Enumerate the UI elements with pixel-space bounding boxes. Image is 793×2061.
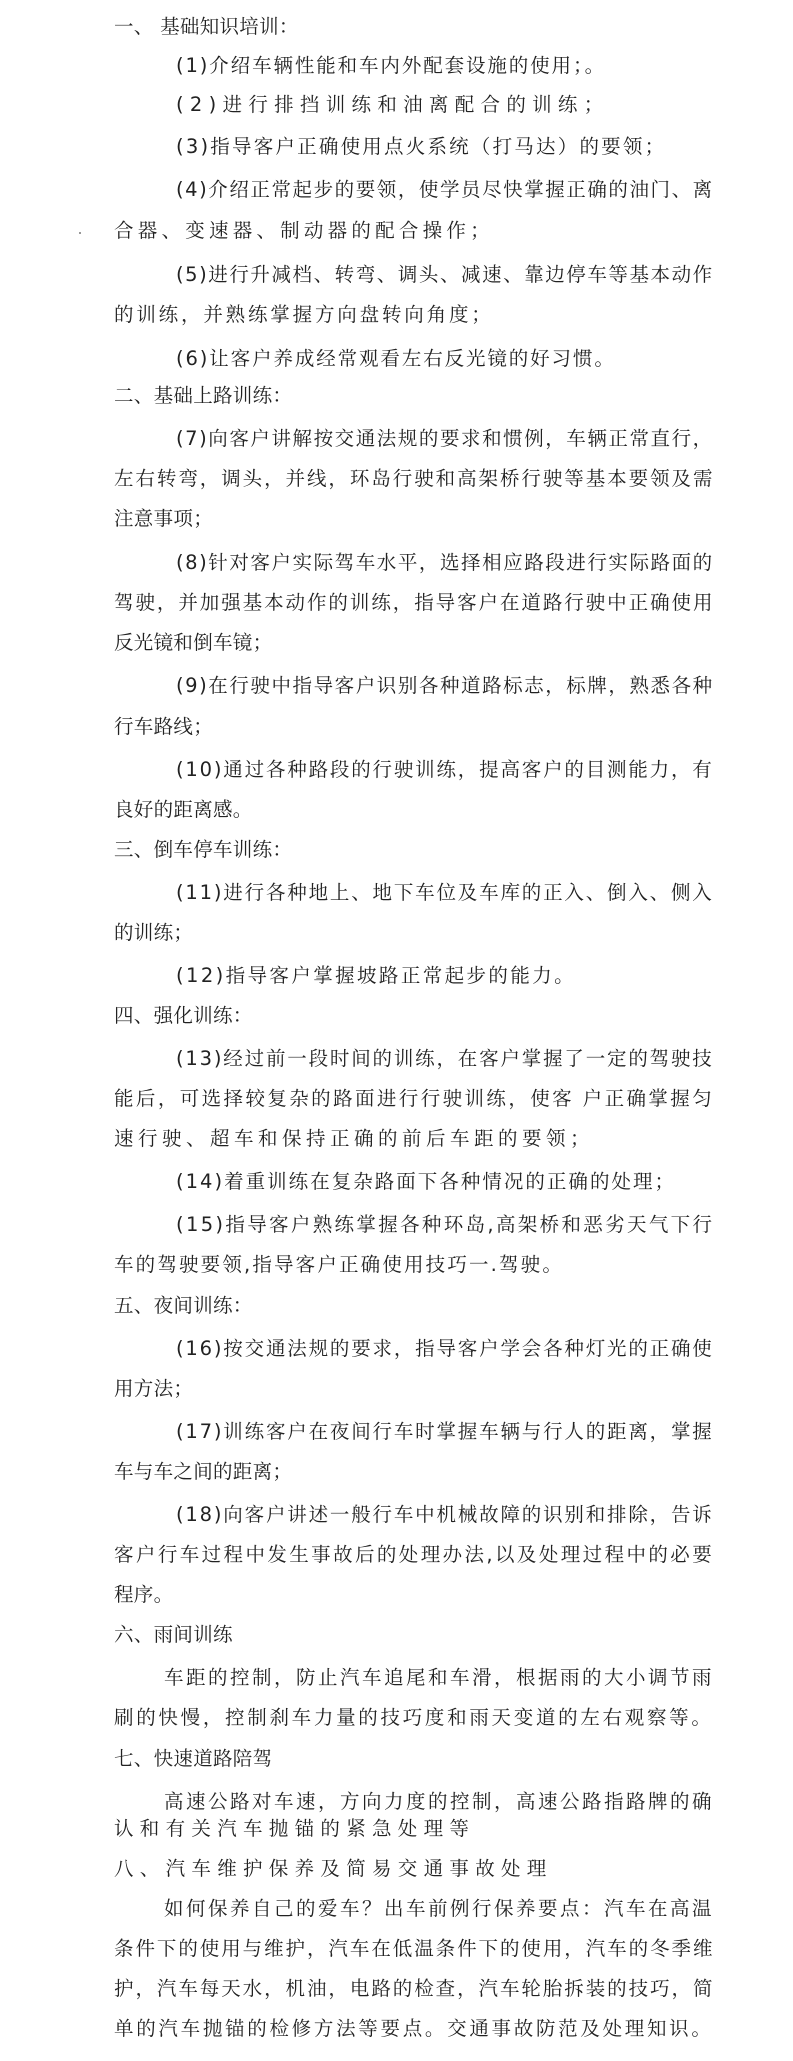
item-11-line-2: 的训练； [114,921,194,944]
item-17-line-1: (17)训练客户在夜间行车时掌握车辆与行人的距离，掌握 [176,1420,714,1443]
item-12: (12)指导客户掌握坡路正常起步的能力。 [176,964,576,987]
item-9-line-1: (9)在行驶中指导客户识别各种道路标志，标牌，熟悉各种 [176,674,714,697]
item-13-line-1: (13)经过前一段时间的训练，在客户掌握了一定的驾驶技 [176,1047,714,1070]
item-17-line-2: 车与车之间的距离； [114,1460,293,1483]
heading-4: 四、强化训练： [114,1004,253,1027]
maintenance-line-3: 护，汽车每天水，机油，电路的检查，汽车轮胎拆装的技巧，简 [114,1977,714,2000]
item-6: (6)让客户养成经常观看左右反光镜的好习惯。 [176,347,616,370]
item-10-line-2: 良好的距离感。 [114,798,253,821]
item-11-line-1: (11)进行各种地上、地下车位及车库的正入、倒入、侧入 [176,881,714,904]
rain-line-2: 刷的快慢，控制刹车力量的技巧度和雨天变道的左右观察等。 [114,1706,714,1729]
heading-5: 五、夜间训练： [114,1294,253,1317]
item-13-line-2: 能后，可选择较复杂的路面进行行驶训练，使客 户正确掌握匀 [114,1087,714,1110]
maintenance-line-1: 如何保养自己的爱车？出车前例行保养要点：汽车在高温 [164,1897,714,1920]
item-5-line-1: (5)进行升减档、转弯、调头、减速、靠边停车等基本动作 [176,263,714,286]
stray-dot [79,232,81,234]
maintenance-line-2: 条件下的使用与维护，汽车在低温条件下的使用，汽车的冬季维 [114,1937,714,1960]
item-8-line-1: (8)针对客户实际驾车水平，选择相应路段进行实际路面的 [176,551,714,574]
item-18-line-3: 程序。 [114,1583,174,1606]
item-14: (14)着重训练在复杂路面下各种情况的正确的处理； [176,1170,676,1193]
item-13-line-3: 速行驶、超车和保持正确的前后车距的要领； [114,1127,594,1150]
heading-2: 二、基础上路训练： [114,384,293,407]
item-16-line-1: (16)按交通法规的要求，指导客户学会各种灯光的正确使 [176,1337,714,1360]
heading-3: 三、倒车停车训练： [114,838,293,861]
item-9-line-2: 行车路线； [114,715,214,738]
item-1: (1)介绍车辆性能和车内外配套设施的使用；。 [176,54,606,77]
rain-line-1: 车距的控制，防止汽车追尾和车滑，根据雨的大小调节雨 [164,1666,714,1689]
heading-7: 七、快速道路陪驾 [114,1747,273,1770]
item-5-line-2: 的训练，并熟练掌握方向盘转向角度； [114,303,494,326]
item-15-line-1: (15)指导客户熟练掌握各种环岛,高架桥和恶劣天气下行 [176,1213,714,1236]
item-18-line-1: (18)向客户讲述一般行车中机械故障的识别和排除，告诉 [176,1503,714,1526]
highway-line-2: 认和有关汽车抛锚的紧急处理等 [114,1817,476,1840]
item-4-line-1: (4)介绍正常起步的要领，使学员尽快掌握正确的油门、离 [176,178,714,201]
item-8-line-2: 驾驶，并加强基本动作的训练，指导客户在道路行驶中正确使用 [114,591,714,614]
item-15-line-2: 车的驾驶要领,指导客户正确使用技巧一.驾驶。 [114,1253,564,1276]
item-16-line-2: 用方法； [114,1377,194,1400]
item-2: (2)进行排挡训练和油离配合的训练； [176,93,610,116]
heading-1: 一、 基础知识培训： [114,15,299,38]
maintenance-line-4: 单的汽车抛锚的检修方法等要点。交通事故防范及处理知识。 [114,2017,714,2040]
item-18-line-2: 客户行车过程中发生事故后的处理办法,以及处理过程中的必要 [114,1543,714,1566]
item-7-line-1: (7)向客户讲解按交通法规的要求和惯例，车辆正常直行， [176,427,714,450]
item-8-line-3: 反光镜和倒车镜； [114,631,273,654]
item-7-line-2: 左右转弯，调头，并线，环岛行驶和高架桥行驶等基本要领及需 [114,467,714,490]
item-4-line-2: 合器、变速器、制动器的配合操作； [114,219,494,242]
heading-6: 六、雨间训练 [114,1623,233,1646]
item-3: (3)指导客户正确使用点火系统（打马达）的要领； [176,135,666,158]
item-7-line-3: 注意事项； [114,507,214,530]
item-10-line-1: (10)通过各种路段的行驶训练，提高客户的目测能力，有 [176,758,714,781]
heading-8: 八、汽车维护保养及简易交通事故处理 [114,1857,553,1880]
highway-line-1: 高速公路对车速，方向力度的控制，高速公路指路牌的确 [164,1790,714,1813]
